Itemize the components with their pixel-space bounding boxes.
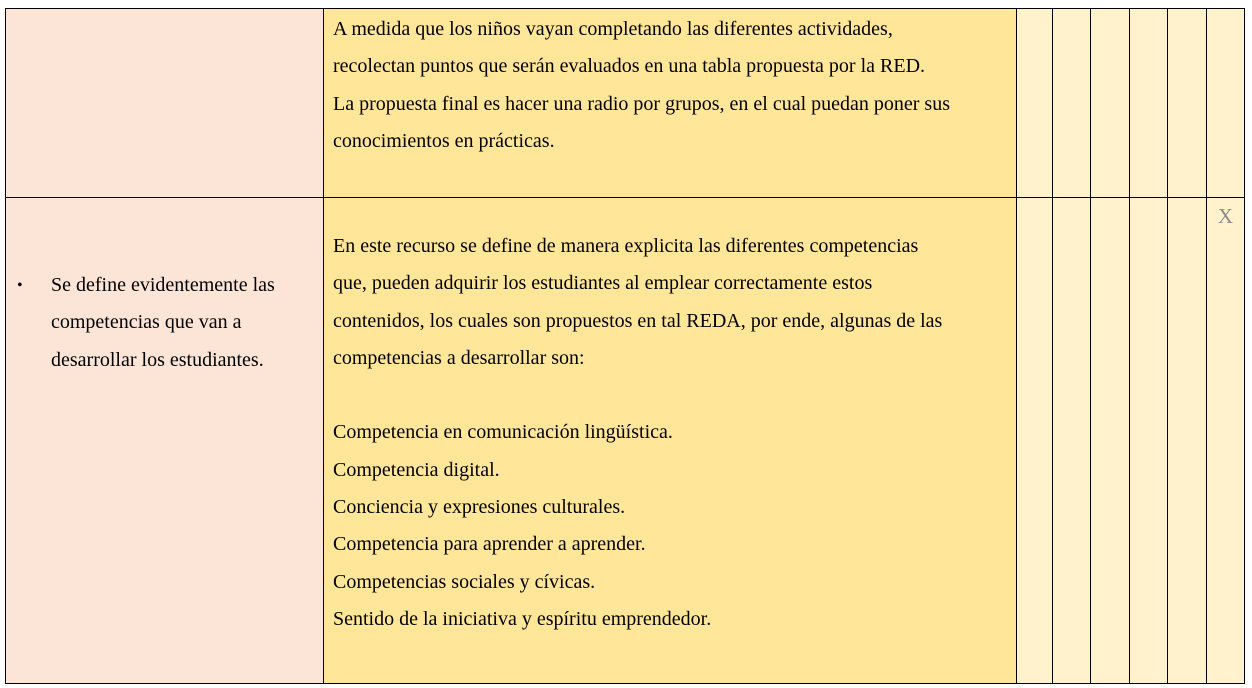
score-cell-6 [1207,9,1245,198]
competency-item: Competencias sociales y cívicas. [333,570,596,593]
criterion-bullet-item [15,267,313,379]
bullet-icon: • [17,277,23,294]
competency-item: Competencia en comunicación lingüística. [333,421,673,444]
score-cell-5 [1168,198,1207,684]
rubric-table [5,8,1245,684]
score-cell-6 [1207,198,1245,684]
competency-item: Sentido de la iniciativa y espíritu emprendedor. [333,607,712,630]
competency-item: Competencia digital. [333,458,500,481]
score-cell-2 [1053,198,1091,684]
score-cell-3 [1091,198,1130,684]
description-line: recolectan puntos que serán evaluados en una tabla propuesta por la RED. [333,55,926,78]
criterion-text: Se define evidentemente las competencias que van a desarrollar los estudiantes. [51,274,275,371]
competency-item: Conciencia y expresiones culturales. [333,496,626,519]
description-line: A medida que los niños vayan completando las diferentes actividades, [333,18,893,40]
score-cell-4 [1130,198,1168,684]
description-line: que, pueden adquirir los estudiantes al emplear correctamente estos [333,272,873,295]
description-line: contenidos, los cuales son propuestos en tal REDA, por ende, algunas de las [333,309,943,332]
criterion-cell [6,198,324,684]
table-row [6,9,1245,198]
score-cell-4 [1130,9,1168,198]
description-line: competencias a desarrollar son: [333,346,585,369]
description-line: En este recurso se define de manera explicita las diferentes competencias [333,235,919,257]
paragraph-gap [333,377,1007,414]
score-cell-1 [1017,198,1053,684]
description-cell [324,198,1017,684]
score-mark: X [1217,204,1234,228]
score-cell-1 [1017,9,1053,198]
description-cell [324,9,1017,198]
score-cell-5 [1168,9,1207,198]
description-line: La propuesta final es hacer una radio por grupos, en el cual puedan poner sus [333,92,951,115]
competency-item: Competencia para aprender a aprender. [333,533,646,556]
score-cell-3 [1091,9,1130,198]
criterion-cell [6,9,324,198]
table-row [6,198,1245,684]
description-line: conocimientos en prácticas. [333,129,555,152]
score-cell-2 [1053,9,1091,198]
